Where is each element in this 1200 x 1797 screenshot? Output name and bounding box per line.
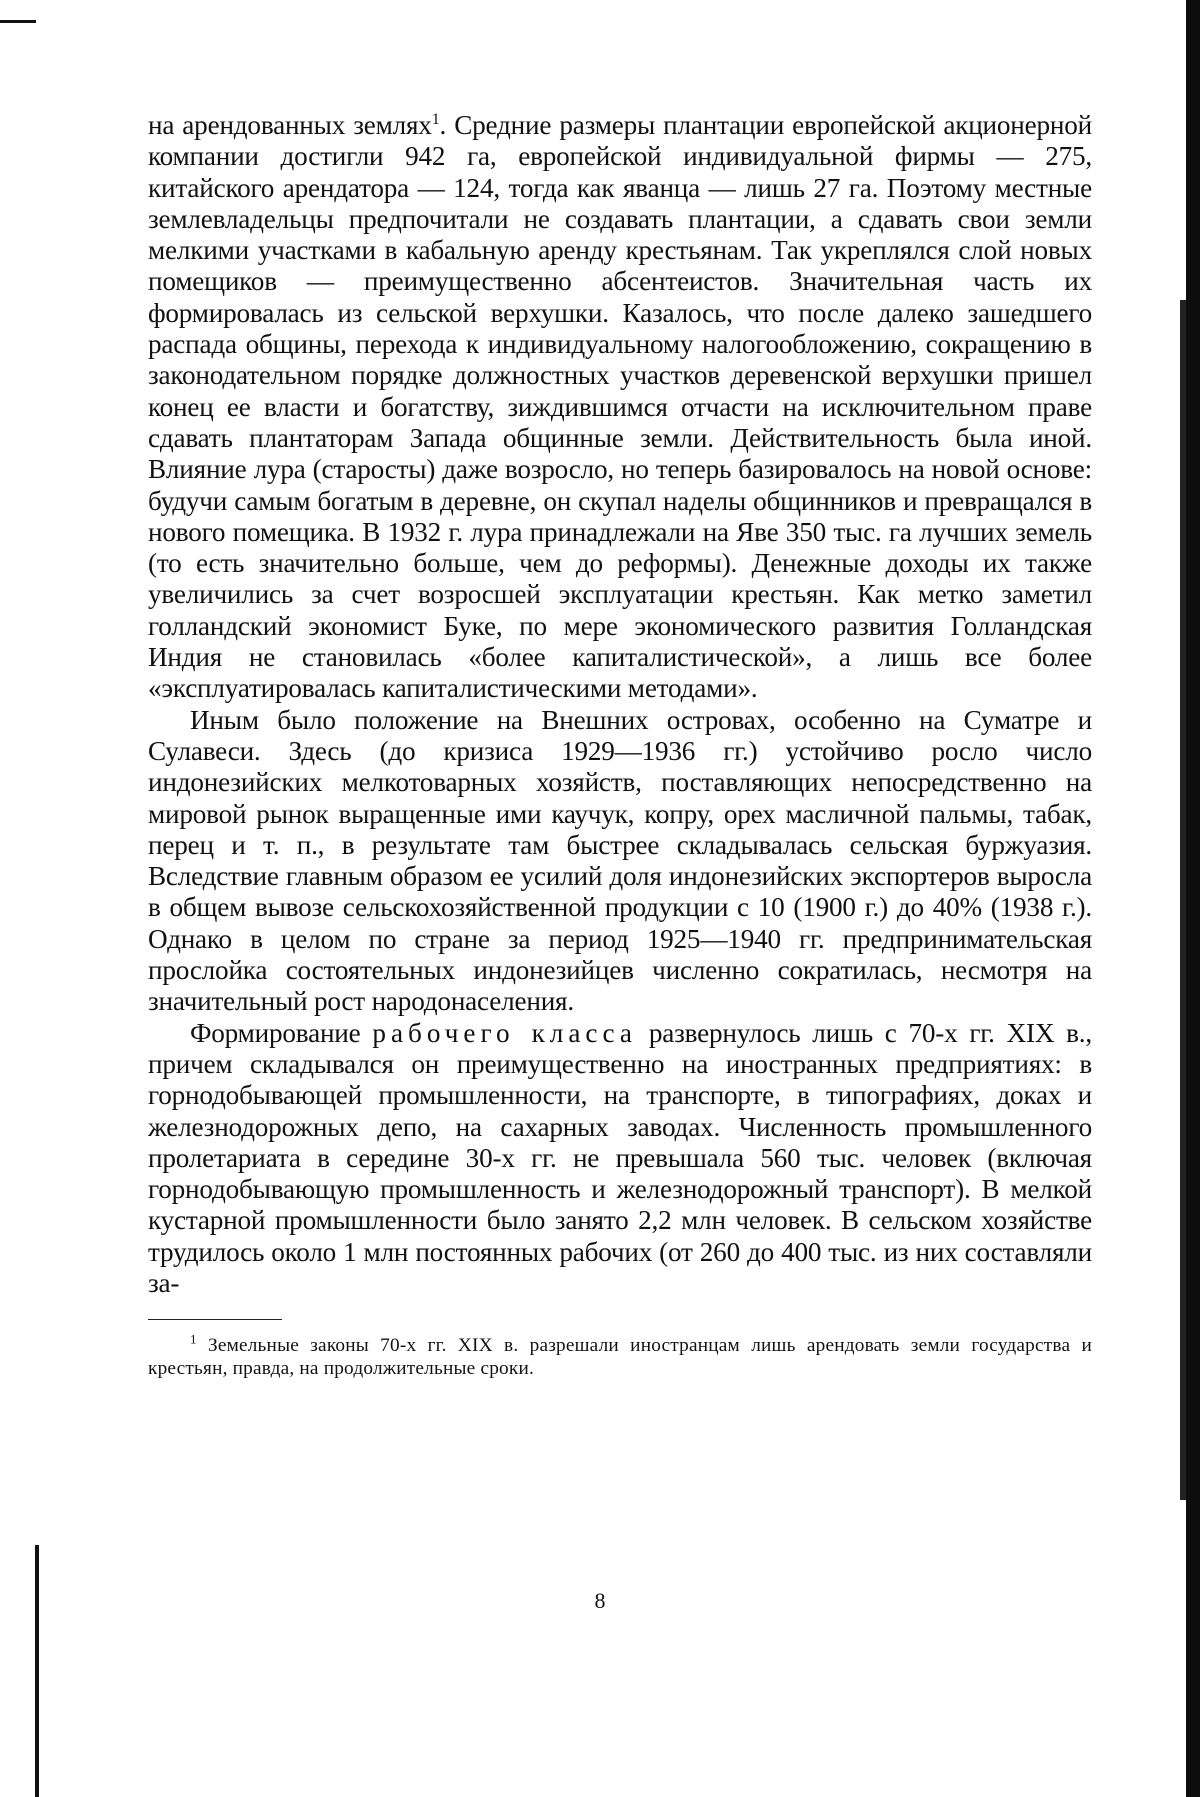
footnote bbox=[148, 1331, 1092, 1380]
footnote-divider bbox=[148, 1319, 282, 1320]
page-number: 8 bbox=[594, 1588, 606, 1613]
scan-page-edge bbox=[1186, 0, 1200, 1797]
emphasized-term: рабочего класса bbox=[372, 1017, 637, 1048]
page-body bbox=[148, 110, 1092, 1380]
paragraph-3-text: развернулось лишь с 70-х гг. XIX в., причем складывался он преимущественно на иностранных предприятиях: в горнодобывающей промышленности, на транспорте, в типографиях, доках и железнодорожных депо, на сахарных заводах. Численность промышленного пролетариата в середине 30-х гг. не превышала 560 тыс. человек (включая горнодобывающую промышленность и железнодорожный транспорт). В мелкой кустарной промышленности было занято 2,2 млн человек. В сельском хозяйстве трудилось около 1 млн постоянных рабочих (от 260 до 400 тыс. из них составляли за- bbox=[148, 1017, 1093, 1298]
scan-binding-edge bbox=[35, 1545, 39, 1797]
paragraph-3-start: Формирование bbox=[190, 1017, 373, 1048]
paragraph-1-text: . Средние размеры плантации европейской акционерной компании достигли 942 га, европейской индивидуальной фирмы — 275, китайского арендатора — 124, тогда как яванца — лишь 27 га. Поэтому местные землевладельцы предпочитали не создавать плантации, а сдавать свои земли мелкими участками в кабальную аренду крестьянам. Так укреплялся слой новых помещиков — преимущественно абсентеистов. Значительная часть их формировалась из сельской верхушки. Казалось, что после далеко зашедшего распада общины, перехода к индивидуальному налогообложению, сокращению в законодательном порядке должностных участков деревенской верхушки пришел конец ее власти и богатству, зиждившимся отчасти на исключительном праве сдавать плантаторам Запада общинные земли. Действительность была иной. Влияние лура (старосты) даже возросло, но теперь базировалось на новой основе: будучи самым богатым в деревне, он скупал наделы общинников и превращался в нового помещика. В 1932 г. лура принадлежали на Яве 350 тыс. га лучших земель (то есть значительно больше, чем до реформы). Денежные доходы их также увеличились за счет возросшей эксплуатации крестьян. Как метко заметил голландский экономист Буке, по мере экономического развития Голландская Индия не становилась «более капиталистической», а лишь все более «эксплуатировалась капиталистическими методами». bbox=[148, 110, 1092, 704]
scan-edge-mark bbox=[0, 20, 36, 23]
footnote-reference[interactable]: 1 bbox=[431, 110, 440, 128]
paragraph-1-start: на арендованных землях bbox=[148, 110, 432, 140]
paragraph-2 bbox=[148, 705, 1092, 1018]
footnote-text: Земельные законы 70-х гг. XIX в. разрешали иностранцам лишь арендовать земли государства и крестьян, правда, на продолжительные сроки. bbox=[148, 1335, 1092, 1380]
scan-page-shadow bbox=[1180, 300, 1186, 1500]
footnote-mark: 1 bbox=[190, 1331, 197, 1347]
paragraph-3 bbox=[148, 1018, 1092, 1300]
main-text bbox=[148, 110, 1092, 1299]
paragraph-2-text: Иным было положение на Внешних островах, особенно на Суматре и Сулавеси. Здесь (до кризиса 1929—1936 гг.) устойчиво росло число индонезийских мелкотоварных хозяйств, поставляющих непосредственно на мировой рынок выращенные ими каучук, копру, орех масличной пальмы, табак, перец и т. п., в результате там быстрее складывалась сельская буржуазия. Вследствие главным образом ее усилий доля индонезийских экспортеров выросла в общем вывозе сельскохозяйственной продукции с 10 (1900 г.) до 40% (1938 г.). Однако в целом по стране за период 1925—1940 гг. предпринимательская прослойка состоятельных индонезийцев численно сократилась, несмотря на значительный рост народонаселения. bbox=[148, 704, 1092, 1017]
paragraph-1 bbox=[148, 110, 1092, 705]
